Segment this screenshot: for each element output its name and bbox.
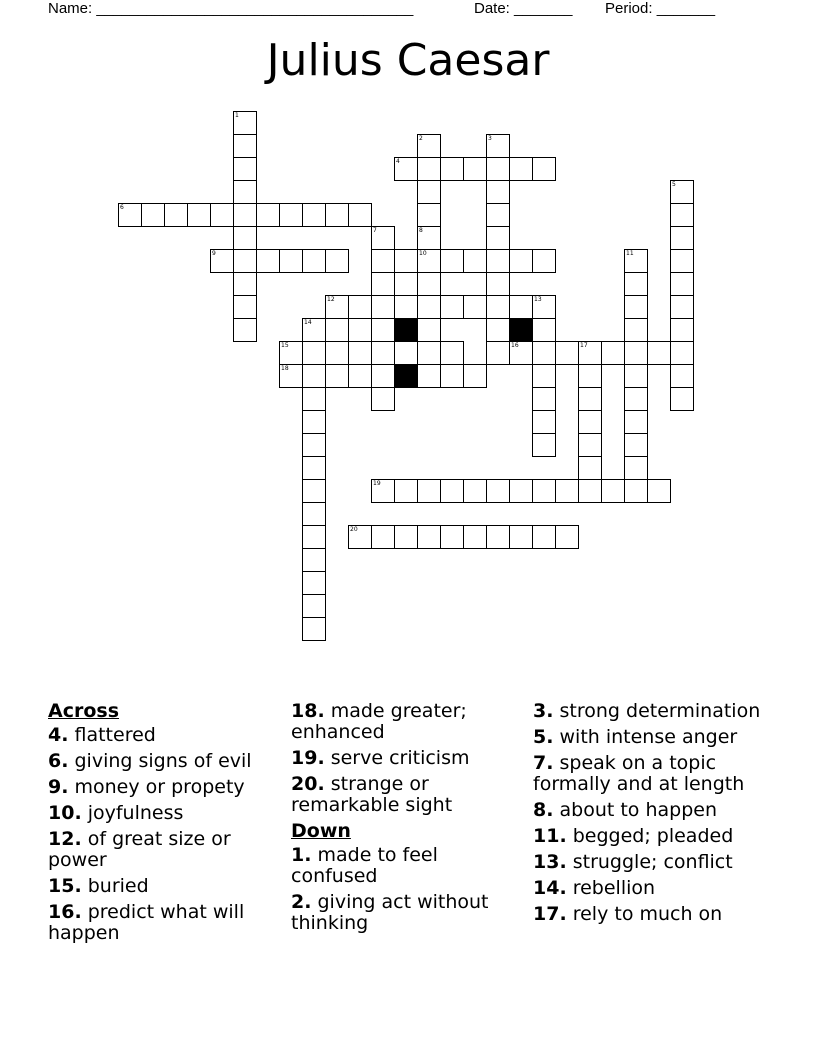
grid-cell[interactable]	[670, 203, 694, 227]
clue-number: 12	[327, 296, 335, 303]
grid-cell[interactable]	[417, 295, 441, 319]
clue-number: 3	[488, 135, 492, 142]
grid-cell[interactable]	[302, 203, 326, 227]
grid-cell[interactable]	[302, 249, 326, 273]
clue-across-10: 10. joyfulness	[48, 802, 184, 824]
grid-cell[interactable]	[486, 226, 510, 250]
grid-cell[interactable]	[601, 479, 625, 503]
grid-cell[interactable]	[394, 364, 418, 388]
grid-cell[interactable]	[394, 525, 418, 549]
grid-cell[interactable]	[233, 157, 257, 181]
grid-cell[interactable]	[624, 387, 648, 411]
clue-number: 1	[235, 112, 239, 119]
grid-cell[interactable]	[532, 525, 556, 549]
grid-cell[interactable]	[670, 272, 694, 296]
puzzle-title: Julius Caesar	[266, 35, 550, 86]
grid-cell[interactable]	[670, 180, 694, 204]
grid-cell[interactable]	[578, 433, 602, 457]
grid-cell[interactable]	[486, 249, 510, 273]
grid-cell[interactable]	[578, 387, 602, 411]
clue-across-16: 16. predict what will happen	[48, 901, 245, 944]
grid-cell[interactable]	[325, 341, 349, 365]
grid-cell[interactable]	[371, 318, 395, 342]
grid-cell[interactable]	[578, 341, 602, 365]
grid-cell[interactable]	[440, 157, 464, 181]
clue-number: 15	[281, 342, 289, 349]
grid-cell[interactable]	[325, 203, 349, 227]
clue-number: 19	[373, 480, 381, 487]
clue-number: 9	[212, 250, 216, 257]
clue-across-15: 15. buried	[48, 875, 149, 897]
down-heading: Down	[291, 820, 351, 842]
clue-number: 5	[672, 181, 676, 188]
grid-cell[interactable]	[486, 272, 510, 296]
grid-cell[interactable]	[486, 157, 510, 181]
grid-cell[interactable]	[417, 203, 441, 227]
clue-number: 7	[373, 227, 377, 234]
grid-cell[interactable]	[555, 341, 579, 365]
grid-cell[interactable]	[302, 387, 326, 411]
grid-cell[interactable]	[417, 226, 441, 250]
grid-cell[interactable]	[394, 295, 418, 319]
grid-cell[interactable]	[532, 157, 556, 181]
grid-cell[interactable]	[624, 410, 648, 434]
grid-cell[interactable]	[624, 318, 648, 342]
grid-cell[interactable]	[371, 249, 395, 273]
grid-cell[interactable]	[486, 203, 510, 227]
grid-cell[interactable]	[302, 433, 326, 457]
grid-cell[interactable]	[624, 364, 648, 388]
grid-cell[interactable]	[417, 157, 441, 181]
clue-number: 10	[419, 250, 427, 257]
grid-cell[interactable]	[302, 571, 326, 595]
grid-cell[interactable]	[233, 272, 257, 296]
grid-cell[interactable]	[371, 295, 395, 319]
clue-number: 11	[626, 250, 634, 257]
grid-cell[interactable]	[417, 479, 441, 503]
across-heading: Across	[48, 700, 120, 722]
grid-cell[interactable]	[624, 295, 648, 319]
grid-cell[interactable]	[279, 203, 303, 227]
clues-column-1	[48, 701, 283, 949]
clue-across-4: 4. flattered	[48, 724, 156, 746]
grid-cell[interactable]	[256, 203, 280, 227]
grid-cell[interactable]	[670, 318, 694, 342]
grid-cell[interactable]	[555, 525, 579, 549]
grid-cell[interactable]	[670, 364, 694, 388]
grid-cell[interactable]	[624, 249, 648, 273]
grid-cell[interactable]	[532, 295, 556, 319]
grid-cell[interactable]	[486, 525, 510, 549]
clue-down-7: 7. speak on a topic formally and at length	[533, 752, 745, 795]
grid-cell[interactable]	[624, 341, 648, 365]
grid-cell[interactable]	[233, 295, 257, 319]
grid-cell[interactable]	[348, 525, 372, 549]
grid-cell[interactable]	[555, 479, 579, 503]
grid-cell[interactable]	[509, 525, 533, 549]
grid-cell[interactable]	[233, 249, 257, 273]
grid-cell[interactable]	[394, 157, 418, 181]
grid-cell[interactable]	[371, 479, 395, 503]
date-field-label: Date: _______	[474, 0, 573, 17]
grid-cell[interactable]	[509, 295, 533, 319]
grid-cell[interactable]	[233, 111, 257, 135]
grid-cell[interactable]	[532, 341, 556, 365]
grid-cell[interactable]	[348, 341, 372, 365]
clue-number: 18	[281, 365, 289, 372]
clue-down-14: 14. rebellion	[533, 877, 656, 899]
grid-cell[interactable]	[233, 203, 257, 227]
grid-cell[interactable]	[463, 364, 487, 388]
grid-cell[interactable]	[440, 525, 464, 549]
clue-number: 16	[511, 342, 519, 349]
grid-cell[interactable]	[509, 249, 533, 273]
grid-cell[interactable]	[325, 318, 349, 342]
grid-cell[interactable]	[187, 203, 211, 227]
clue-number: 6	[120, 204, 124, 211]
grid-cell[interactable]	[486, 318, 510, 342]
grid-cell[interactable]	[463, 525, 487, 549]
grid-cell[interactable]	[302, 341, 326, 365]
clue-number: 14	[304, 319, 312, 326]
grid-cell[interactable]	[371, 341, 395, 365]
grid-cell[interactable]	[302, 617, 326, 641]
grid-cell[interactable]	[141, 203, 165, 227]
name-field-label: Name: ______________________________________	[48, 0, 414, 17]
clue-number: 17	[580, 342, 588, 349]
grid-cell[interactable]	[233, 318, 257, 342]
grid-cell[interactable]	[302, 502, 326, 526]
grid-cell[interactable]	[302, 456, 326, 480]
clue-number: 8	[419, 227, 423, 234]
grid-cell[interactable]	[440, 295, 464, 319]
clue-across-9: 9. money or propety	[48, 776, 245, 798]
grid-cell[interactable]	[578, 410, 602, 434]
clue-down-8: 8. about to happen	[533, 799, 718, 821]
grid-cell[interactable]	[440, 341, 464, 365]
grid-cell[interactable]	[601, 341, 625, 365]
clue-number: 13	[534, 296, 542, 303]
grid-cell[interactable]	[624, 272, 648, 296]
grid-cell[interactable]	[670, 295, 694, 319]
grid-cell[interactable]	[440, 364, 464, 388]
clue-number: 4	[396, 158, 400, 165]
grid-cell[interactable]	[302, 318, 326, 342]
grid-cell[interactable]	[348, 364, 372, 388]
grid-cell[interactable]	[417, 134, 441, 158]
grid-cell[interactable]	[486, 479, 510, 503]
grid-cell[interactable]	[624, 456, 648, 480]
grid-cell[interactable]	[486, 180, 510, 204]
grid-cell[interactable]	[463, 249, 487, 273]
grid-cell[interactable]	[348, 203, 372, 227]
grid-cell[interactable]	[647, 479, 671, 503]
grid-cell[interactable]	[532, 364, 556, 388]
grid-cell[interactable]	[417, 525, 441, 549]
period-field-label: Period: _______	[605, 0, 716, 17]
grid-cell[interactable]	[670, 341, 694, 365]
grid-cell[interactable]	[302, 410, 326, 434]
clue-across-18: 18. made greater; enhanced	[291, 700, 467, 743]
grid-cell[interactable]	[302, 548, 326, 572]
grid-cell[interactable]	[302, 525, 326, 549]
grid-cell[interactable]	[256, 249, 280, 273]
grid-cell[interactable]	[325, 364, 349, 388]
grid-cell[interactable]	[532, 318, 556, 342]
clues-column-2	[291, 701, 516, 939]
grid-cell[interactable]	[233, 226, 257, 250]
grid-cell[interactable]	[509, 341, 533, 365]
clue-across-20: 20. strange or remarkable sight	[291, 773, 453, 816]
grid-cell[interactable]	[371, 364, 395, 388]
clue-across-19: 19. serve criticism	[291, 747, 470, 769]
grid-cell[interactable]	[486, 341, 510, 365]
grid-cell[interactable]	[302, 479, 326, 503]
grid-cell[interactable]	[440, 249, 464, 273]
grid-cell[interactable]	[348, 318, 372, 342]
grid-cell[interactable]	[371, 387, 395, 411]
grid-cell[interactable]	[371, 226, 395, 250]
grid-cell[interactable]	[417, 249, 441, 273]
grid-cell[interactable]	[371, 525, 395, 549]
grid-cell[interactable]	[532, 433, 556, 457]
clues-column-3	[533, 701, 773, 930]
grid-cell[interactable]	[325, 249, 349, 273]
grid-cell[interactable]	[670, 387, 694, 411]
grid-cell[interactable]	[647, 341, 671, 365]
grid-cell[interactable]	[394, 249, 418, 273]
grid-cell[interactable]	[279, 341, 303, 365]
grid-cell[interactable]	[279, 249, 303, 273]
clue-down-1: 1. made to feel confused	[291, 844, 438, 887]
grid-cell[interactable]	[210, 249, 234, 273]
grid-cell[interactable]	[463, 295, 487, 319]
clue-number: 20	[350, 526, 358, 533]
grid-cell[interactable]	[210, 203, 234, 227]
clue-across-6: 6. giving signs of evil	[48, 750, 252, 772]
grid-cell[interactable]	[509, 157, 533, 181]
grid-cell[interactable]	[164, 203, 188, 227]
grid-cell[interactable]	[578, 364, 602, 388]
grid-cell[interactable]	[394, 341, 418, 365]
grid-cell[interactable]	[417, 341, 441, 365]
grid-cell[interactable]	[440, 479, 464, 503]
grid-cell[interactable]	[394, 479, 418, 503]
grid-cell[interactable]	[532, 410, 556, 434]
grid-cell[interactable]	[486, 295, 510, 319]
grid-cell[interactable]	[578, 479, 602, 503]
clue-down-2: 2. giving act without thinking	[291, 891, 489, 934]
grid-cell[interactable]	[532, 249, 556, 273]
clue-down-11: 11. begged; pleaded	[533, 825, 734, 847]
grid-cell[interactable]	[417, 180, 441, 204]
grid-cell[interactable]	[532, 387, 556, 411]
grid-cell[interactable]	[670, 226, 694, 250]
grid-cell[interactable]	[279, 364, 303, 388]
grid-cell[interactable]	[578, 456, 602, 480]
grid-cell[interactable]	[670, 249, 694, 273]
grid-cell[interactable]	[302, 364, 326, 388]
grid-cell[interactable]	[532, 479, 556, 503]
grid-cell[interactable]	[371, 272, 395, 296]
clue-down-3: 3. strong determination	[533, 700, 761, 722]
grid-cell[interactable]	[624, 479, 648, 503]
grid-cell[interactable]	[233, 134, 257, 158]
grid-cell[interactable]	[325, 295, 349, 319]
clue-down-5: 5. with intense anger	[533, 726, 738, 748]
black-cell	[394, 318, 418, 342]
clue-down-17: 17. rely to much on	[533, 903, 723, 925]
grid-cell[interactable]	[302, 594, 326, 618]
grid-cell[interactable]	[417, 364, 441, 388]
black-cell	[509, 318, 533, 342]
grid-cell[interactable]	[417, 272, 441, 296]
grid-cell[interactable]	[463, 157, 487, 181]
grid-cell[interactable]	[348, 295, 372, 319]
clue-across-12: 12. of great size or power	[48, 828, 231, 871]
clue-down-13: 13. struggle; conflict	[533, 851, 733, 873]
clue-number: 2	[419, 135, 423, 142]
grid-cell[interactable]	[233, 180, 257, 204]
grid-cell[interactable]	[463, 479, 487, 503]
grid-cell[interactable]	[486, 134, 510, 158]
grid-cell[interactable]	[509, 479, 533, 503]
grid-cell[interactable]	[118, 203, 142, 227]
grid-cell[interactable]	[624, 433, 648, 457]
grid-cell[interactable]	[417, 318, 441, 342]
